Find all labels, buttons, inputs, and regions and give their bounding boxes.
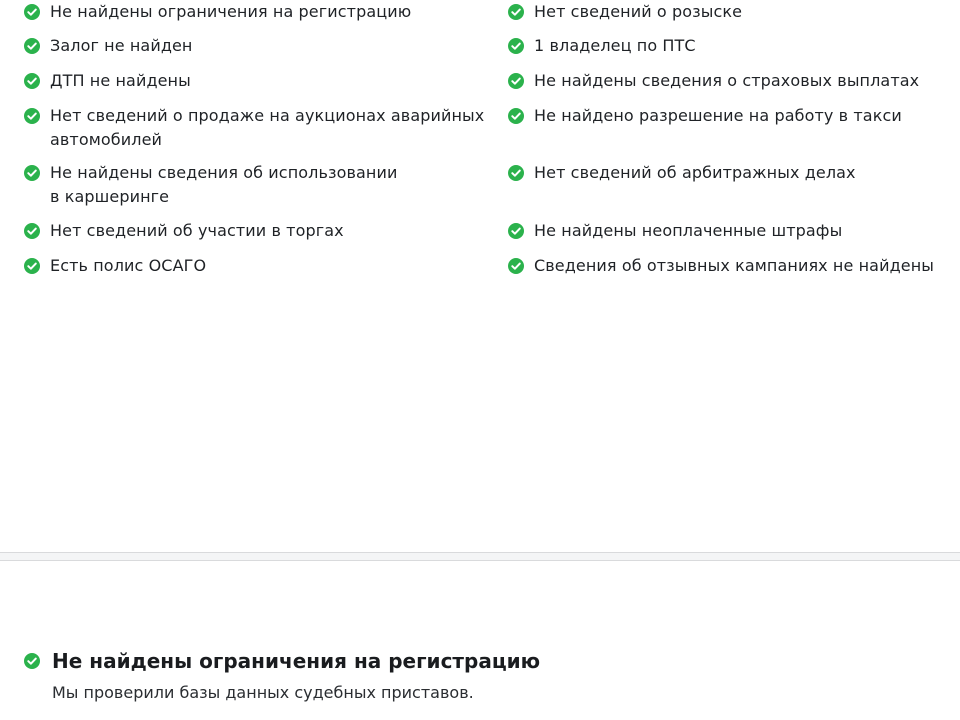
check-item-label: Нет сведений о розыске (534, 2, 743, 21)
check-item-label: Не найдены сведения об использовании в каршеринге (50, 163, 398, 206)
check-item-label: Не найдены ограничения на регистрацию (50, 2, 412, 21)
check-item-label: ДТП не найдены (50, 71, 191, 90)
check-circle-icon (24, 165, 40, 181)
check-item-salvage-auctions[interactable] (24, 104, 508, 152)
check-item-carsharing[interactable] (24, 161, 508, 209)
check-circle-icon (508, 165, 524, 181)
check-item-insurance-payouts[interactable] (508, 69, 954, 93)
check-circle-icon (24, 38, 40, 54)
check-row (24, 0, 954, 24)
check-row (24, 34, 954, 58)
detail-section-registration (24, 646, 934, 704)
check-circle-icon (508, 108, 524, 124)
check-circle-icon (508, 73, 524, 89)
check-item-wanted[interactable] (508, 0, 954, 24)
check-row (24, 69, 954, 93)
check-item-label: Нет сведений об участии в торгах (50, 221, 344, 240)
detail-description: Мы проверили базы данных судебных приставов. (52, 683, 474, 702)
check-item-label: 1 владелец по ПТС (534, 36, 696, 55)
check-item-unpaid-fines[interactable] (508, 219, 954, 243)
check-circle-icon (24, 108, 40, 124)
check-circle-icon (508, 38, 524, 54)
check-item-label: Не найдены неоплаченные штрафы (534, 221, 843, 240)
check-row (24, 104, 954, 152)
check-row (24, 161, 954, 209)
check-circle-icon (24, 258, 40, 274)
check-item-auctions[interactable] (24, 219, 508, 243)
check-item-label: Нет сведений о продаже на аукционах аварийных автомобилей (50, 106, 485, 149)
check-circle-icon (24, 653, 40, 669)
check-circle-icon (508, 258, 524, 274)
check-circle-icon (24, 223, 40, 239)
check-item-label: Нет сведений об арбитражных делах (534, 163, 856, 182)
check-item-osago[interactable] (24, 254, 508, 278)
check-item-label: Есть полис ОСАГО (50, 256, 207, 275)
check-item-accidents[interactable] (24, 69, 508, 93)
check-row (24, 219, 954, 243)
check-item-registration-restrictions[interactable] (24, 0, 508, 24)
section-divider (0, 552, 960, 561)
detail-title: Не найдены ограничения на регистрацию (52, 649, 541, 673)
check-item-label: Не найдено разрешение на работу в такси (534, 106, 902, 125)
check-item-pledge[interactable] (24, 34, 508, 58)
detail-header (24, 646, 934, 676)
check-item-label: Залог не найден (50, 36, 193, 55)
check-circle-icon (24, 73, 40, 89)
check-item-owners[interactable] (508, 34, 954, 58)
check-circle-icon (508, 4, 524, 20)
check-item-taxi-permit[interactable] (508, 104, 954, 152)
check-item-label: Сведения об отзывных кампаниях не найдены (534, 256, 934, 275)
check-item-label: Не найдены сведения о страховых выплатах (534, 71, 920, 90)
check-item-arbitration[interactable] (508, 161, 954, 209)
check-circle-icon (24, 4, 40, 20)
check-circle-icon (508, 223, 524, 239)
check-summary-grid (24, 0, 954, 288)
check-item-recalls[interactable] (508, 254, 954, 278)
check-row (24, 254, 954, 278)
